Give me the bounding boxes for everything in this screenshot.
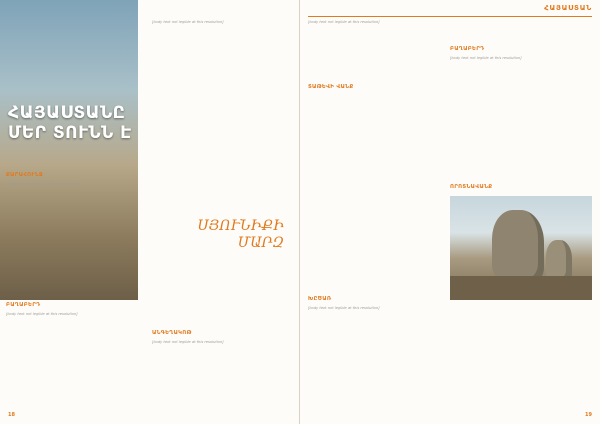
hero-landscape-photo bbox=[0, 0, 138, 300]
body-placeholder-r1: [body text not legible at this resolution] bbox=[450, 56, 522, 60]
right-page bbox=[300, 0, 600, 424]
heading-r3: ՈՐՈՏՆԱՎԱՆՔ bbox=[450, 184, 493, 190]
heading-r4: ԽԸԾԱՌ bbox=[308, 296, 332, 302]
section-label: ՀԱՅԱՍՏԱՆ bbox=[544, 4, 592, 12]
rock-shape bbox=[492, 210, 544, 282]
photo-ground bbox=[450, 276, 592, 300]
heading-r1: ԲԱՂԱԲԵՐԴ bbox=[450, 46, 485, 52]
body-placeholder-4: [body text not legible at this resolution] bbox=[152, 340, 224, 344]
heading-2: ԲԱՂԱԲԵՐԴ bbox=[6, 302, 41, 308]
body-placeholder-r4: [body text not legible at this resolution] bbox=[308, 306, 380, 310]
body-placeholder-r2: [body text not legible at this resolution] bbox=[308, 20, 380, 24]
page-number-right: 19 bbox=[585, 412, 592, 418]
region-subtitle: ՍՅՈՒՆԻՔԻ ՄԱՐԶ bbox=[197, 218, 284, 251]
heading-3: ԱՆԳԵՂԱԿՈԹ bbox=[152, 330, 192, 336]
header-rule bbox=[308, 16, 592, 17]
hero-title: ՀԱՅԱՍՏԱՆԸ ՄԵՐ ՏՈՒՆՆ Է bbox=[8, 103, 132, 143]
page-number-left: 18 bbox=[8, 412, 15, 418]
rock-formation-photo bbox=[450, 196, 592, 300]
body-placeholder-1: [body text not legible at this resolution] bbox=[6, 182, 78, 186]
body-placeholder-3: [body text not legible at this resolution] bbox=[152, 20, 224, 24]
body-placeholder-2: [body text not legible at this resolution] bbox=[6, 312, 78, 316]
heading-1: ՔԱՐԱՀՈՒՆՋ bbox=[6, 172, 44, 178]
heading-r2: ՏԱԹԵՎԻ ՎԱՆՔ bbox=[308, 84, 354, 90]
